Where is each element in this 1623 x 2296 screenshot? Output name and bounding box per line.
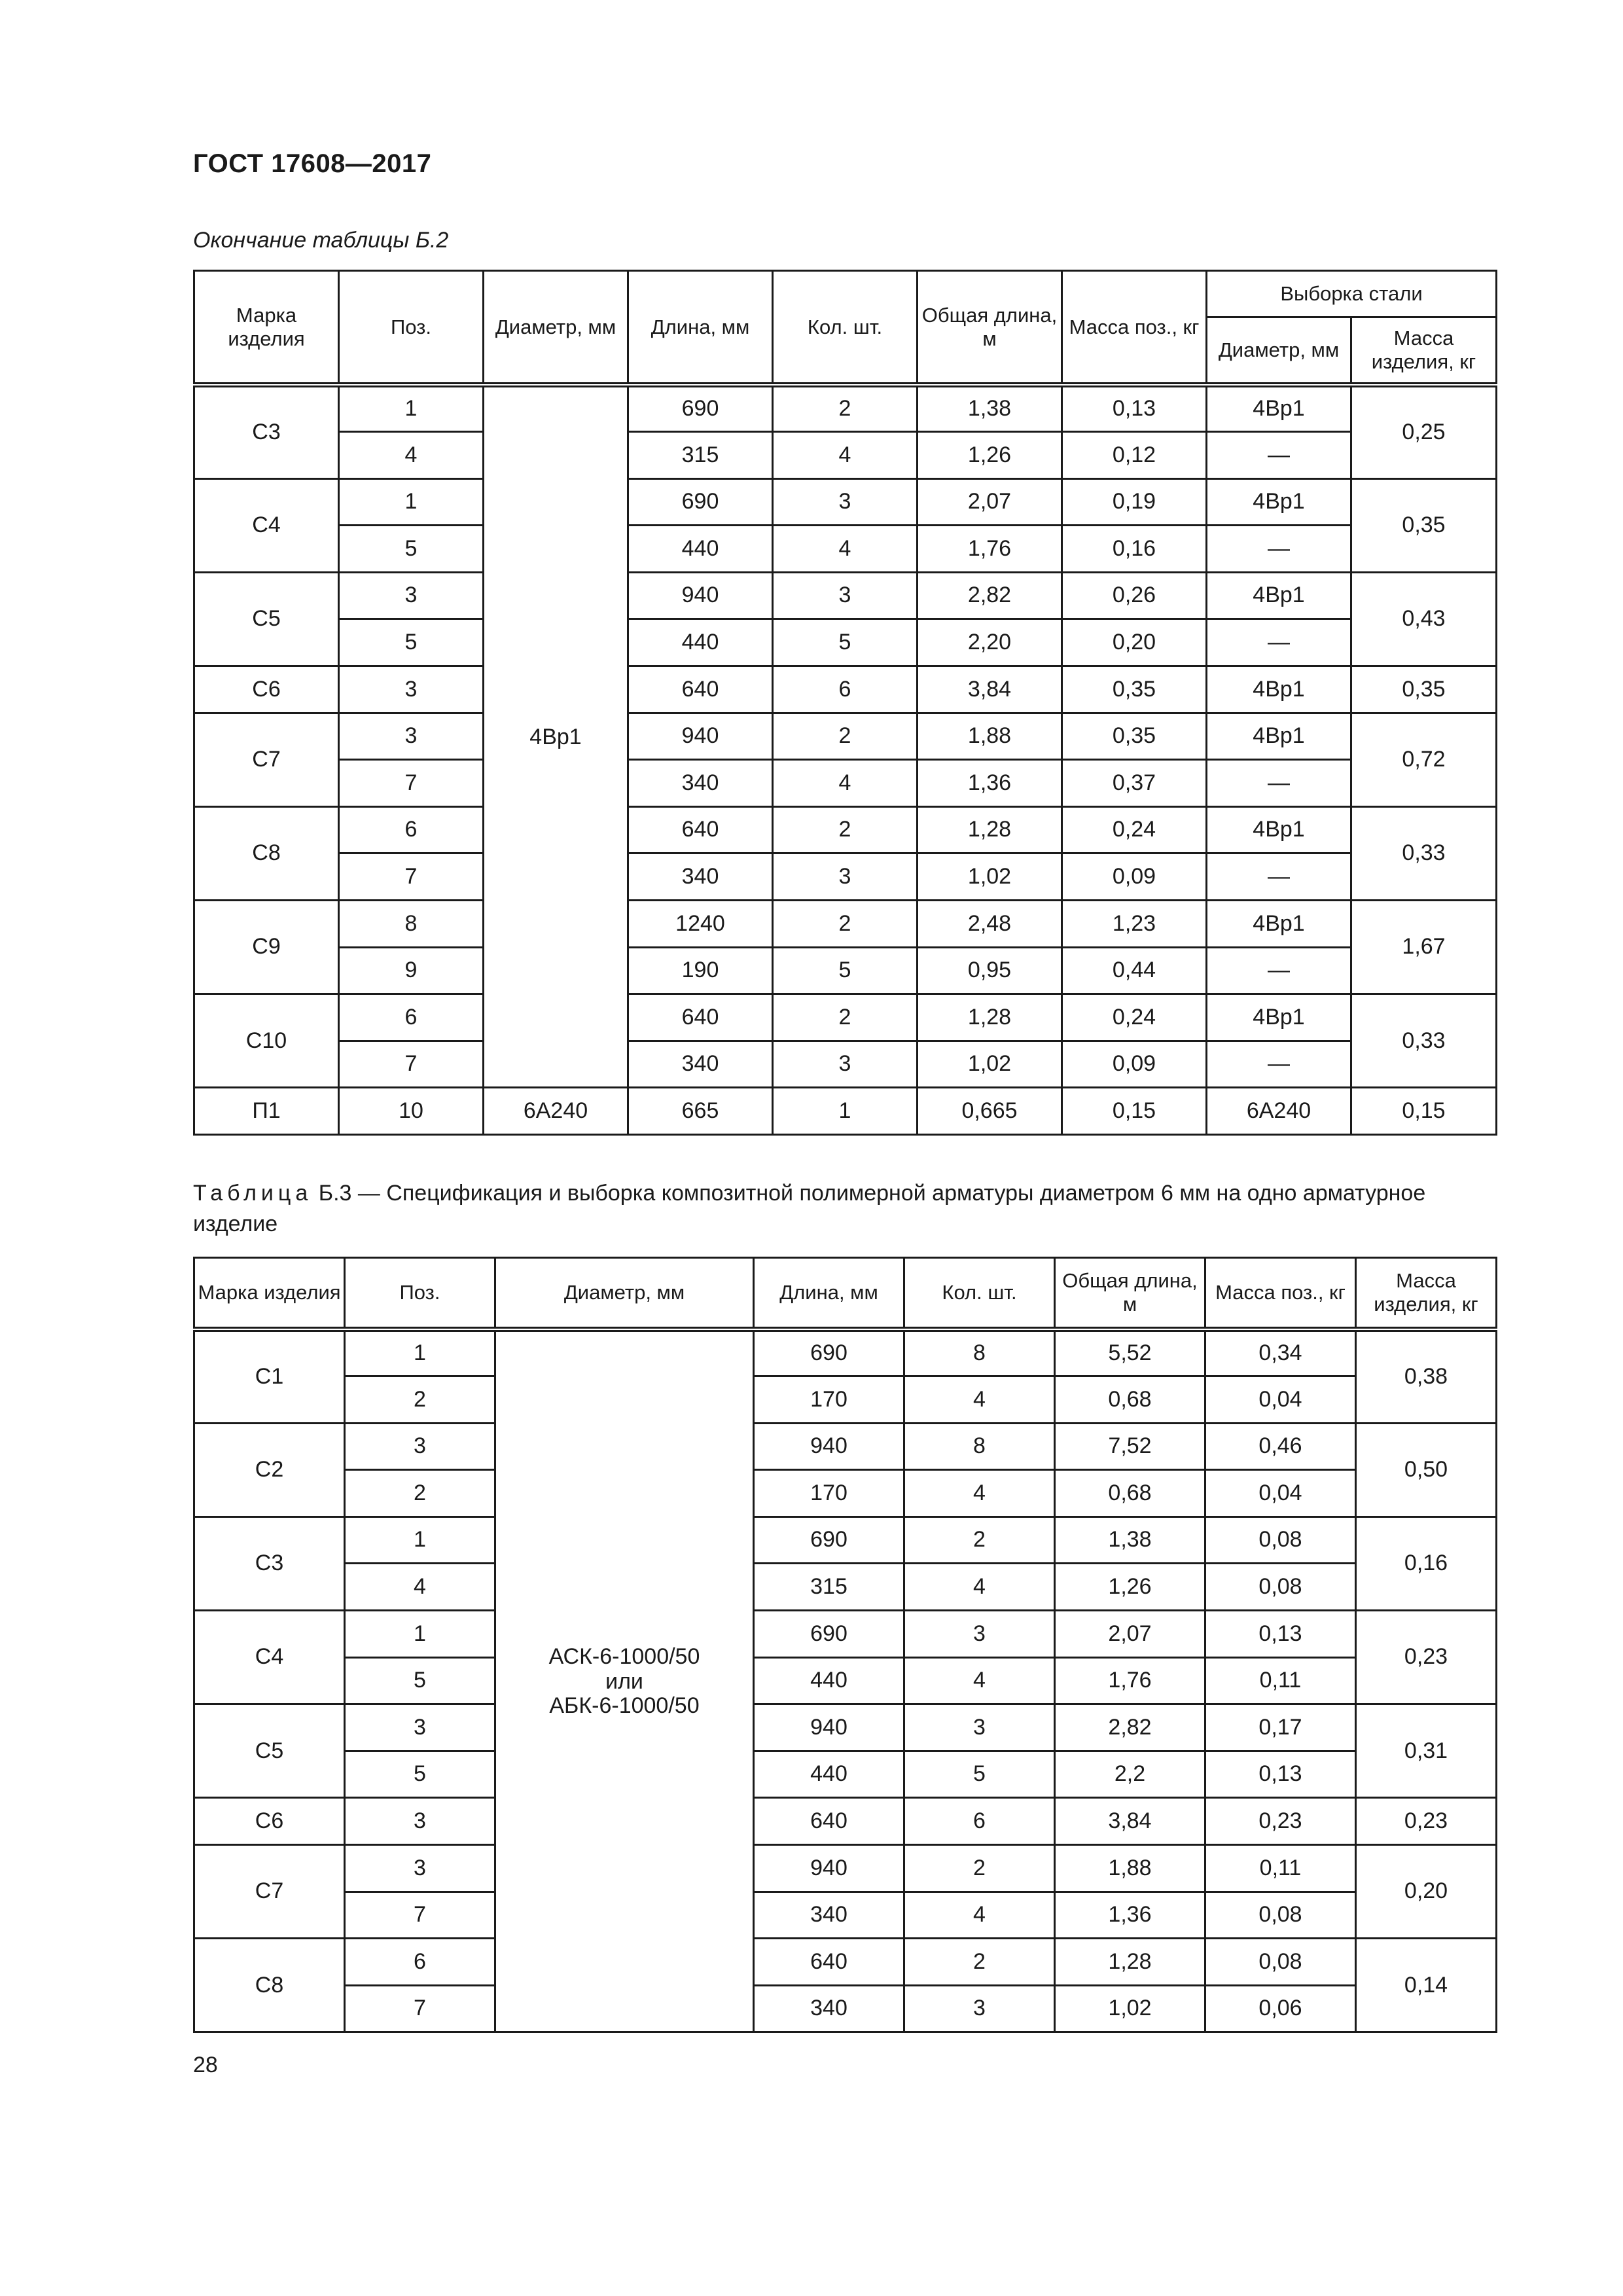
cell-total-length: 0,68 — [1055, 1470, 1205, 1517]
cell-item-mass: 0,35 — [1351, 478, 1497, 572]
cell-mark: С6 — [194, 666, 339, 713]
table-row — [194, 1845, 1497, 1892]
cell-pos: 5 — [339, 619, 484, 666]
cell-pos: 1 — [345, 1329, 495, 1376]
cell-count: 4 — [904, 1657, 1055, 1704]
col-header-mark: Марка изделия — [194, 271, 339, 386]
cell-total-length: 2,20 — [918, 619, 1062, 666]
document-header: ГОСТ 17608—2017 — [193, 149, 432, 178]
cell-pos: 2 — [345, 1470, 495, 1517]
cell-steel-diameter: — — [1207, 853, 1351, 901]
col-header-item-mass: Масса изделия, кг — [1351, 317, 1497, 386]
cell-mark: С2 — [194, 1423, 345, 1516]
col-header-pos-mass: Масса поз., кг — [1205, 1258, 1356, 1330]
cell-item-mass: 0,23 — [1356, 1611, 1497, 1704]
cell-total-length: 1,36 — [1055, 1892, 1205, 1939]
cell-pos: 3 — [339, 572, 484, 619]
cell-count: 3 — [773, 853, 918, 901]
cell-pos-mass: 0,08 — [1205, 1516, 1356, 1564]
cell-length: 340 — [754, 1892, 904, 1939]
cell-mark: С3 — [194, 385, 339, 478]
cell-total-length: 1,36 — [918, 760, 1062, 807]
col-header-total-length: Общая длина, м — [918, 271, 1062, 386]
cell-count: 2 — [773, 994, 918, 1041]
cell-count: 5 — [773, 947, 918, 994]
cell-count: 5 — [904, 1751, 1055, 1798]
table-row — [194, 1088, 1497, 1135]
cell-total-length: 2,82 — [1055, 1704, 1205, 1751]
cell-length: 440 — [628, 619, 773, 666]
cell-pos: 1 — [345, 1611, 495, 1658]
table-b3-caption-text: Б.3 — Спецификация и выборка композитной полимерной арматуры диаметром 6 мм на одно арматурное изделие — [193, 1181, 1426, 1236]
cell-pos-mass: 0,08 — [1205, 1939, 1356, 1986]
cell-pos-mass: 0,11 — [1205, 1657, 1356, 1704]
cell-pos-mass: 0,16 — [1062, 526, 1207, 573]
cell-pos-mass: 1,23 — [1062, 901, 1207, 948]
cell-total-length: 1,88 — [1055, 1845, 1205, 1892]
cell-length: 170 — [754, 1376, 904, 1424]
table-continuation-caption: Окончание таблицы Б.2 — [193, 228, 449, 253]
cell-pos-mass: 0,35 — [1062, 713, 1207, 760]
col-header-item-mass: Масса изделия, кг — [1356, 1258, 1497, 1330]
cell-pos: 3 — [339, 666, 484, 713]
cell-length: 440 — [754, 1751, 904, 1798]
cell-mark: П1 — [194, 1088, 339, 1135]
cell-diameter-merged: 4Вр1 — [484, 385, 628, 1088]
cell-length: 640 — [754, 1798, 904, 1845]
table-row — [194, 713, 1497, 760]
cell-total-length: 1,26 — [1055, 1564, 1205, 1611]
table-row — [194, 806, 1497, 853]
cell-pos: 3 — [339, 713, 484, 760]
cell-mark: С8 — [194, 1939, 345, 2032]
col-header-length: Длина, мм — [754, 1258, 904, 1330]
cell-steel-diameter: 4Вр1 — [1207, 994, 1351, 1041]
cell-pos: 3 — [345, 1704, 495, 1751]
table-row — [194, 666, 1497, 713]
cell-pos: 6 — [339, 994, 484, 1041]
cell-mark: С7 — [194, 1845, 345, 1939]
table-row — [194, 1329, 1497, 1376]
cell-pos: 1 — [339, 385, 484, 432]
cell-total-length: 2,2 — [1055, 1751, 1205, 1798]
cell-item-mass: 0,38 — [1356, 1329, 1497, 1423]
cell-count: 3 — [773, 572, 918, 619]
cell-mark: С1 — [194, 1329, 345, 1423]
cell-mark: С9 — [194, 901, 339, 994]
col-header-steel-diameter: Диаметр, мм — [1207, 317, 1351, 386]
table-row — [194, 1892, 1497, 1939]
cell-total-length: 0,665 — [918, 1088, 1062, 1135]
cell-mark: С4 — [194, 478, 339, 572]
table-row — [194, 1939, 1497, 1986]
col-header-length: Длина, мм — [628, 271, 773, 386]
cell-pos-mass: 0,08 — [1205, 1564, 1356, 1611]
cell-count: 2 — [904, 1516, 1055, 1564]
cell-mark: С7 — [194, 713, 339, 806]
cell-steel-diameter: — — [1207, 432, 1351, 479]
cell-count: 2 — [773, 901, 918, 948]
cell-pos-mass: 0,15 — [1062, 1088, 1207, 1135]
cell-pos-mass: 0,13 — [1205, 1611, 1356, 1658]
cell-length: 690 — [628, 478, 773, 526]
cell-length: 440 — [754, 1657, 904, 1704]
cell-steel-diameter: 4Вр1 — [1207, 806, 1351, 853]
cell-length: 315 — [754, 1564, 904, 1611]
cell-pos: 3 — [345, 1845, 495, 1892]
table-row — [194, 572, 1497, 619]
table-row — [194, 619, 1497, 666]
cell-steel-diameter: 4Вр1 — [1207, 713, 1351, 760]
table-row — [194, 1611, 1497, 1658]
cell-pos-mass: 0,13 — [1205, 1751, 1356, 1798]
cell-mark: С8 — [194, 806, 339, 900]
cell-length: 315 — [628, 432, 773, 479]
cell-total-length: 1,38 — [1055, 1516, 1205, 1564]
cell-total-length: 1,88 — [918, 713, 1062, 760]
cell-total-length: 0,68 — [1055, 1376, 1205, 1424]
col-header-pos-mass: Масса поз., кг — [1062, 271, 1207, 386]
cell-steel-diameter: 4Вр1 — [1207, 666, 1351, 713]
cell-total-length: 7,52 — [1055, 1423, 1205, 1470]
cell-pos: 9 — [339, 947, 484, 994]
cell-pos-mass: 0,24 — [1062, 994, 1207, 1041]
table-row — [194, 1564, 1497, 1611]
cell-pos: 2 — [345, 1376, 495, 1424]
table-b2 — [193, 270, 1497, 1136]
cell-total-length: 2,48 — [918, 901, 1062, 948]
cell-pos: 1 — [345, 1516, 495, 1564]
cell-steel-diameter: 4Вр1 — [1207, 901, 1351, 948]
cell-pos-mass: 0,34 — [1205, 1329, 1356, 1376]
table-row — [194, 853, 1497, 901]
cell-total-length: 1,76 — [1055, 1657, 1205, 1704]
cell-length: 690 — [754, 1329, 904, 1376]
cell-count: 5 — [773, 619, 918, 666]
cell-steel-diameter: — — [1207, 526, 1351, 573]
col-header-pos: Поз. — [345, 1258, 495, 1330]
cell-item-mass: 0,33 — [1351, 994, 1497, 1088]
cell-total-length: 1,28 — [918, 806, 1062, 853]
cell-pos-mass: 0,04 — [1205, 1376, 1356, 1424]
cell-total-length: 1,28 — [918, 994, 1062, 1041]
cell-length: 340 — [628, 1041, 773, 1088]
cell-pos-mass: 0,46 — [1205, 1423, 1356, 1470]
cell-total-length: 5,52 — [1055, 1329, 1205, 1376]
cell-pos: 7 — [345, 1985, 495, 2032]
cell-pos: 7 — [339, 853, 484, 901]
cell-item-mass: 0,23 — [1356, 1798, 1497, 1845]
cell-total-length: 1,76 — [918, 526, 1062, 573]
cell-pos: 5 — [345, 1657, 495, 1704]
col-header-mark: Марка изделия — [194, 1258, 345, 1330]
cell-length: 1240 — [628, 901, 773, 948]
cell-count: 2 — [904, 1939, 1055, 1986]
cell-pos: 8 — [339, 901, 484, 948]
col-header-count: Кол. шт. — [773, 271, 918, 386]
cell-total-length: 1,38 — [918, 385, 1062, 432]
cell-mark: С4 — [194, 1611, 345, 1704]
cell-pos-mass: 0,26 — [1062, 572, 1207, 619]
cell-total-length: 0,95 — [918, 947, 1062, 994]
cell-item-mass: 0,72 — [1351, 713, 1497, 806]
cell-pos: 3 — [345, 1423, 495, 1470]
cell-count: 8 — [904, 1329, 1055, 1376]
cell-item-mass: 0,16 — [1356, 1516, 1497, 1610]
table-b3 — [193, 1257, 1497, 2033]
cell-pos: 3 — [345, 1798, 495, 1845]
cell-length: 640 — [754, 1939, 904, 1986]
page-number: 28 — [193, 2053, 218, 2077]
cell-pos: 7 — [345, 1892, 495, 1939]
cell-length: 340 — [628, 853, 773, 901]
cell-total-length: 1,02 — [918, 1041, 1062, 1088]
cell-length: 940 — [754, 1423, 904, 1470]
col-header-steel-group: Выборка стали — [1207, 271, 1497, 317]
cell-pos-mass: 0,24 — [1062, 806, 1207, 853]
cell-pos-mass: 0,12 — [1062, 432, 1207, 479]
cell-length: 170 — [754, 1470, 904, 1517]
cell-pos: 6 — [339, 806, 484, 853]
table-row — [194, 1704, 1497, 1751]
cell-item-mass: 0,31 — [1356, 1704, 1497, 1798]
cell-total-length: 2,82 — [918, 572, 1062, 619]
cell-count: 4 — [773, 760, 918, 807]
cell-count: 2 — [773, 385, 918, 432]
cell-mark: С6 — [194, 1798, 345, 1845]
cell-count: 3 — [904, 1985, 1055, 2032]
cell-length: 640 — [628, 806, 773, 853]
cell-total-length: 2,07 — [918, 478, 1062, 526]
cell-count: 3 — [773, 478, 918, 526]
col-header-pos: Поз. — [339, 271, 484, 386]
cell-steel-diameter: — — [1207, 619, 1351, 666]
cell-length: 665 — [628, 1088, 773, 1135]
table-row — [194, 1798, 1497, 1845]
table-row — [194, 1516, 1497, 1564]
cell-pos: 4 — [339, 432, 484, 479]
cell-count: 2 — [904, 1845, 1055, 1892]
cell-length: 940 — [754, 1845, 904, 1892]
cell-total-length: 1,02 — [1055, 1985, 1205, 2032]
cell-pos: 10 — [339, 1088, 484, 1135]
cell-count: 4 — [773, 526, 918, 573]
cell-pos: 7 — [339, 1041, 484, 1088]
cell-diameter: 6А240 — [484, 1088, 628, 1135]
cell-count: 6 — [904, 1798, 1055, 1845]
cell-item-mass: 0,20 — [1356, 1845, 1497, 1939]
cell-count: 3 — [904, 1611, 1055, 1658]
cell-item-mass: 0,35 — [1351, 666, 1497, 713]
cell-item-mass: 0,43 — [1351, 572, 1497, 666]
table-row — [194, 760, 1497, 807]
cell-pos: 6 — [345, 1939, 495, 1986]
table-b3-caption-label: Таблица — [193, 1181, 313, 1206]
cell-total-length: 1,02 — [918, 853, 1062, 901]
cell-pos-mass: 0,04 — [1205, 1470, 1356, 1517]
cell-pos: 4 — [345, 1564, 495, 1611]
table-row — [194, 1423, 1497, 1470]
cell-mark: С5 — [194, 1704, 345, 1798]
table-row — [194, 385, 1497, 432]
cell-pos-mass: 0,17 — [1205, 1704, 1356, 1751]
cell-item-mass: 0,15 — [1351, 1088, 1497, 1135]
col-header-diameter: Диаметр, мм — [484, 271, 628, 386]
table-row — [194, 1985, 1497, 2032]
cell-steel-diameter: — — [1207, 947, 1351, 994]
cell-length: 440 — [628, 526, 773, 573]
cell-count: 4 — [904, 1470, 1055, 1517]
cell-count: 4 — [904, 1892, 1055, 1939]
cell-count: 3 — [904, 1704, 1055, 1751]
cell-pos-mass: 0,44 — [1062, 947, 1207, 994]
cell-count: 1 — [773, 1088, 918, 1135]
col-header-diameter: Диаметр, мм — [495, 1258, 754, 1330]
cell-total-length: 3,84 — [1055, 1798, 1205, 1845]
cell-count: 3 — [773, 1041, 918, 1088]
cell-steel-diameter: 4Вр1 — [1207, 385, 1351, 432]
cell-pos: 1 — [339, 478, 484, 526]
cell-pos-mass: 0,09 — [1062, 853, 1207, 901]
cell-count: 4 — [773, 432, 918, 479]
cell-count: 2 — [773, 713, 918, 760]
cell-pos-mass: 0,06 — [1205, 1985, 1356, 2032]
table-row — [194, 526, 1497, 573]
table-row — [194, 947, 1497, 994]
cell-mark: С10 — [194, 994, 339, 1088]
col-header-total-length: Общая длина, м — [1055, 1258, 1205, 1330]
cell-length: 690 — [754, 1516, 904, 1564]
cell-length: 690 — [628, 385, 773, 432]
cell-total-length: 1,28 — [1055, 1939, 1205, 1986]
table-row — [194, 1657, 1497, 1704]
cell-total-length: 1,26 — [918, 432, 1062, 479]
cell-item-mass: 0,14 — [1356, 1939, 1497, 2032]
cell-pos-mass: 0,37 — [1062, 760, 1207, 807]
cell-length: 640 — [628, 994, 773, 1041]
cell-length: 340 — [628, 760, 773, 807]
cell-pos-mass: 0,20 — [1062, 619, 1207, 666]
table-row — [194, 1041, 1497, 1088]
cell-item-mass: 0,25 — [1351, 385, 1497, 478]
cell-length: 190 — [628, 947, 773, 994]
cell-length: 940 — [628, 572, 773, 619]
cell-steel-diameter: 4Вр1 — [1207, 478, 1351, 526]
table-row — [194, 901, 1497, 948]
cell-pos-mass: 0,09 — [1062, 1041, 1207, 1088]
cell-item-mass: 1,67 — [1351, 901, 1497, 994]
table-row — [194, 1376, 1497, 1424]
table-row — [194, 994, 1497, 1041]
col-header-count: Кол. шт. — [904, 1258, 1055, 1330]
cell-count: 6 — [773, 666, 918, 713]
cell-item-mass: 0,50 — [1356, 1423, 1497, 1516]
cell-length: 940 — [628, 713, 773, 760]
cell-pos: 5 — [345, 1751, 495, 1798]
cell-pos: 7 — [339, 760, 484, 807]
cell-length: 690 — [754, 1611, 904, 1658]
cell-count: 8 — [904, 1423, 1055, 1470]
table-row — [194, 478, 1497, 526]
cell-steel-diameter: 4Вр1 — [1207, 572, 1351, 619]
cell-length: 340 — [754, 1985, 904, 2032]
cell-mark: С3 — [194, 1516, 345, 1610]
cell-steel-diameter: 6А240 — [1207, 1088, 1351, 1135]
cell-count: 2 — [773, 806, 918, 853]
cell-pos-mass: 0,08 — [1205, 1892, 1356, 1939]
table-b3-caption — [193, 1178, 1502, 1240]
table-row — [194, 1751, 1497, 1798]
cell-total-length: 2,07 — [1055, 1611, 1205, 1658]
cell-pos-mass: 0,23 — [1205, 1798, 1356, 1845]
cell-steel-diameter: — — [1207, 760, 1351, 807]
cell-pos-mass: 0,35 — [1062, 666, 1207, 713]
cell-count: 4 — [904, 1564, 1055, 1611]
cell-pos-mass: 0,19 — [1062, 478, 1207, 526]
cell-pos-mass: 0,13 — [1062, 385, 1207, 432]
cell-diameter-merged: АСК-6-1000/50 или АБК-6-1000/50 — [495, 1329, 754, 2032]
cell-count: 4 — [904, 1376, 1055, 1424]
cell-pos-mass: 0,11 — [1205, 1845, 1356, 1892]
cell-item-mass: 0,33 — [1351, 806, 1497, 900]
cell-length: 640 — [628, 666, 773, 713]
cell-mark: С5 — [194, 572, 339, 666]
cell-pos: 5 — [339, 526, 484, 573]
cell-total-length: 3,84 — [918, 666, 1062, 713]
cell-steel-diameter: — — [1207, 1041, 1351, 1088]
table-row — [194, 1470, 1497, 1517]
cell-length: 940 — [754, 1704, 904, 1751]
table-row — [194, 432, 1497, 479]
